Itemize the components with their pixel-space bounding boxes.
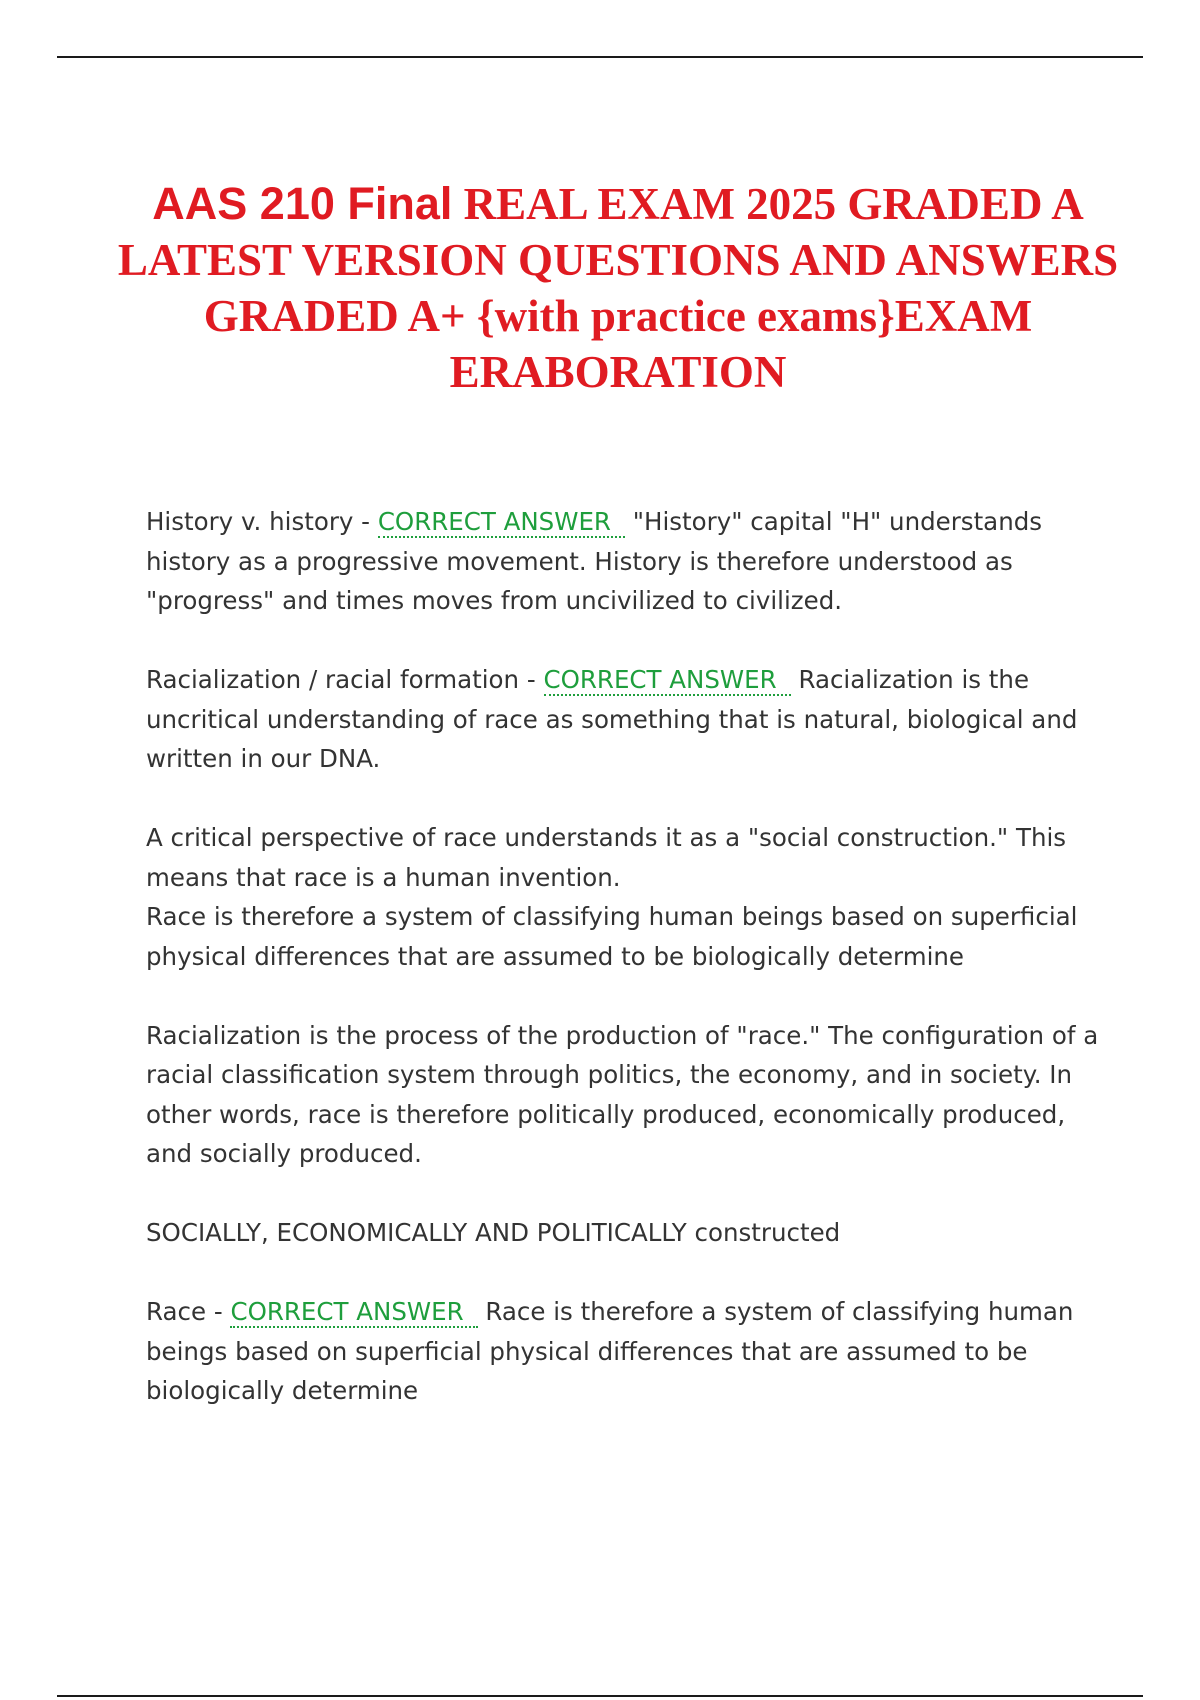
entry-racialization: [146, 660, 1106, 779]
correct-answer-tag: CORRECT ANSWER: [378, 507, 625, 538]
entry-term: History v. history -: [146, 507, 378, 536]
paragraph-racialization-process: [146, 1016, 1106, 1174]
document-body: [146, 502, 1106, 1450]
paragraph-text: A critical perspective of race understands it as a "social construction." This means that race is a human invention.: [146, 823, 1067, 892]
entry-term: Race -: [146, 1297, 231, 1326]
paragraph-text: Racialization is the process of the production of "race." The configuration of a racial classification system through politics, the economy, and in society. In other words, race is therefore politically produced, economically produced, and socially produced.: [146, 1020, 1099, 1168]
entry-race: [146, 1292, 1106, 1411]
paragraph-text: Race is therefore a system of classifying human beings based on superficial physical differences that are assumed to be biologically determine: [146, 902, 1078, 971]
entry-definition: "History" capital "H" understands history as a progressive movement. History is therefore understood as "progress" and times moves from uncivilized to civilized.: [146, 507, 1043, 615]
top-rule: [57, 56, 1143, 58]
correct-answer-tag: CORRECT ANSWER: [544, 665, 791, 696]
entry-term: Racialization / racial formation -: [146, 665, 544, 694]
paragraph-text: SOCIALLY, ECONOMICALLY AND POLITICALLY constructed: [146, 1218, 841, 1247]
paragraph-constructed: [146, 1213, 1106, 1253]
document-title: [100, 176, 1136, 400]
entry-history: [146, 502, 1106, 621]
entry-definition: Race is therefore a system of classifying human beings based on superficial physical differences that are assumed to be biologically determine: [146, 1297, 1074, 1405]
paragraph-critical-perspective: [146, 818, 1106, 976]
entry-definition: Racialization is the uncritical understanding of race as something that is natural, biological and written in our DNA.: [146, 665, 1078, 773]
title-lead: AAS 210 Final: [152, 178, 453, 230]
bottom-rule: [57, 1695, 1143, 1697]
title-rest: REAL EXAM 2025 GRADED A LATEST VERSION QUESTIONS AND ANSWERS GRADED A+ {with practice exams}EXAM ERABORATION: [117, 179, 1119, 398]
correct-answer-tag: CORRECT ANSWER: [230, 1297, 477, 1328]
